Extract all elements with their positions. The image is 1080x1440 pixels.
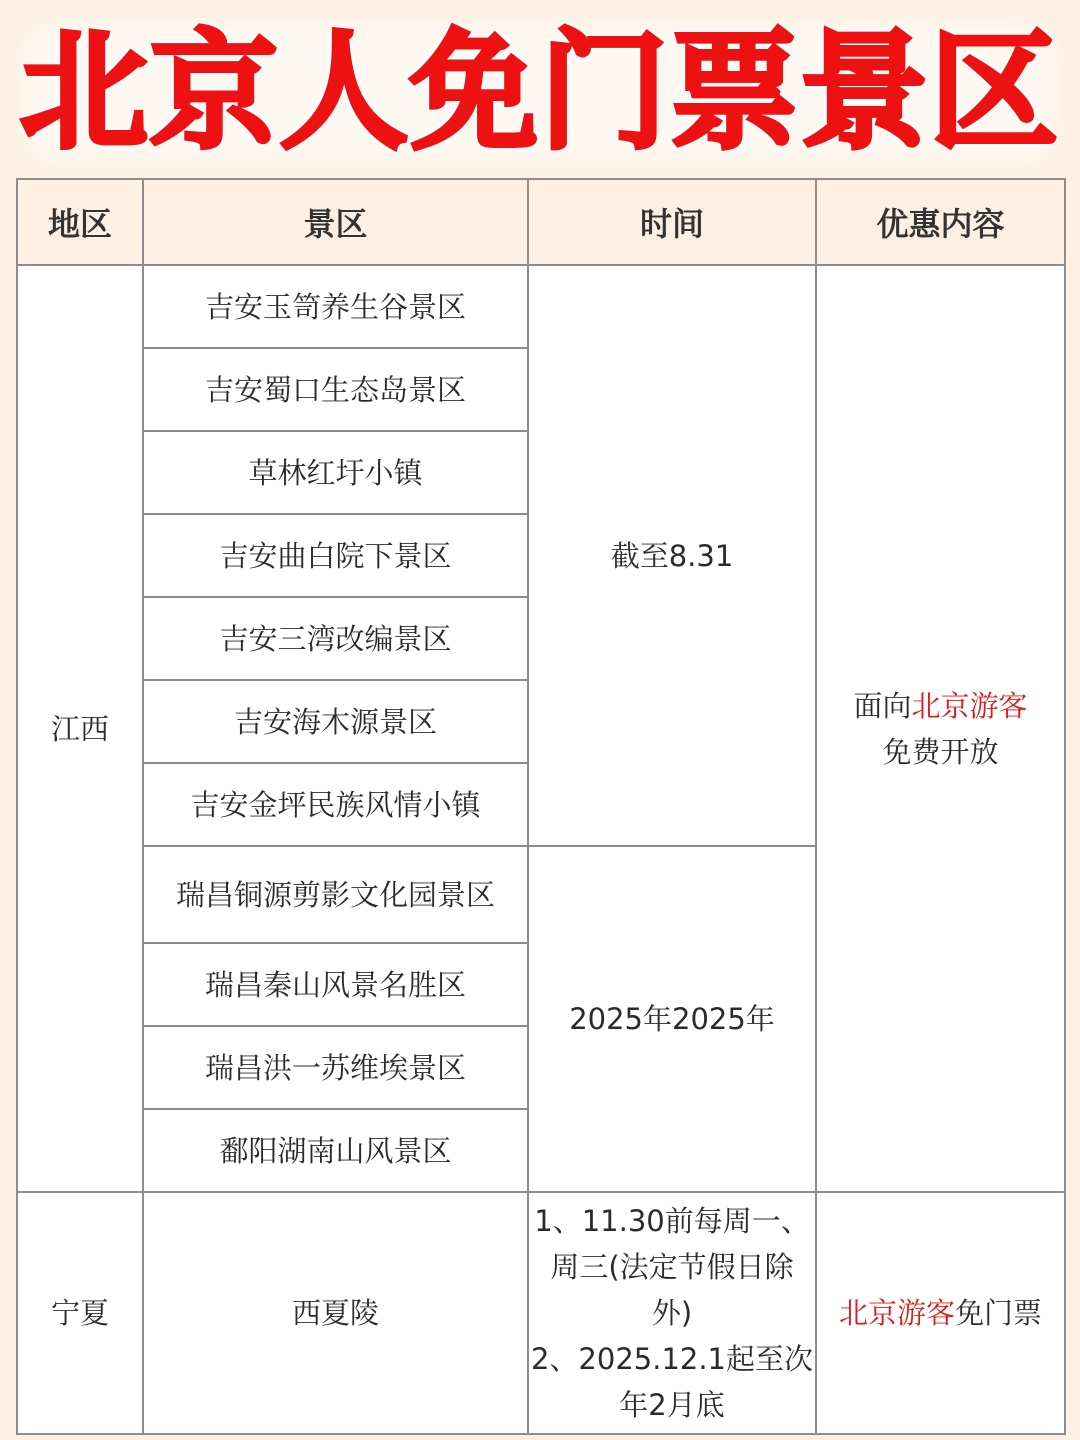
scenic-spot-table xyxy=(16,178,1066,1435)
time-line: 年2月底 xyxy=(619,1388,725,1422)
offer-prefix: 面向 xyxy=(853,688,912,723)
time-cell-jiangxi-2: 2025年2025年 xyxy=(528,846,816,1192)
table-header-row xyxy=(17,179,1065,265)
spot-cell: 吉安玉笥养生谷景区 xyxy=(143,265,528,348)
offer-cell-ningxia xyxy=(816,1192,1065,1434)
region-jiangxi: 江西 xyxy=(17,265,143,1192)
time-line: 周三(法定节假日除 xyxy=(550,1250,794,1284)
offer-highlight: 北京游客 xyxy=(838,1296,955,1330)
spot-cell: 吉安金坪民族风情小镇 xyxy=(143,763,528,846)
spot-cell: 瑞昌秦山风景名胜区 xyxy=(143,943,528,1026)
spot-cell: 吉安曲白院下景区 xyxy=(143,514,528,597)
region-ningxia: 宁夏 xyxy=(17,1192,143,1434)
table-row xyxy=(17,265,1065,348)
time-line: 1、11.30前每周一、 xyxy=(534,1204,810,1238)
title-area xyxy=(0,0,1080,178)
time-line: 2、2025.12.1起至次 xyxy=(530,1342,814,1376)
spot-cell: 草林红圩小镇 xyxy=(143,431,528,514)
time-cell-ningxia xyxy=(528,1192,816,1434)
header-time: 时间 xyxy=(528,179,816,265)
header-offer: 优惠内容 xyxy=(816,179,1065,265)
spot-cell: 西夏陵 xyxy=(143,1192,528,1434)
offer-cell-jiangxi xyxy=(816,265,1065,1192)
offer-line2: 免费开放 xyxy=(882,734,999,769)
header-region: 地区 xyxy=(17,179,143,265)
time-line: 外) xyxy=(651,1296,693,1330)
table-row xyxy=(17,1192,1065,1434)
offer-highlight: 北京游客 xyxy=(911,688,1028,723)
spot-cell: 瑞昌铜源剪影文化园景区 xyxy=(143,846,528,943)
time-cell-jiangxi-1: 截至8.31 xyxy=(528,265,816,846)
spot-cell: 吉安海木源景区 xyxy=(143,680,528,763)
offer-suffix: 免门票 xyxy=(955,1296,1043,1330)
spot-cell: 吉安三湾改编景区 xyxy=(143,597,528,680)
spot-cell: 瑞昌洪一苏维埃景区 xyxy=(143,1026,528,1109)
spot-cell: 鄱阳湖南山风景区 xyxy=(143,1109,528,1192)
page-title: 北京人免门票景区 xyxy=(19,18,1060,167)
spot-cell: 吉安蜀口生态岛景区 xyxy=(143,348,528,431)
header-spot: 景区 xyxy=(143,179,528,265)
